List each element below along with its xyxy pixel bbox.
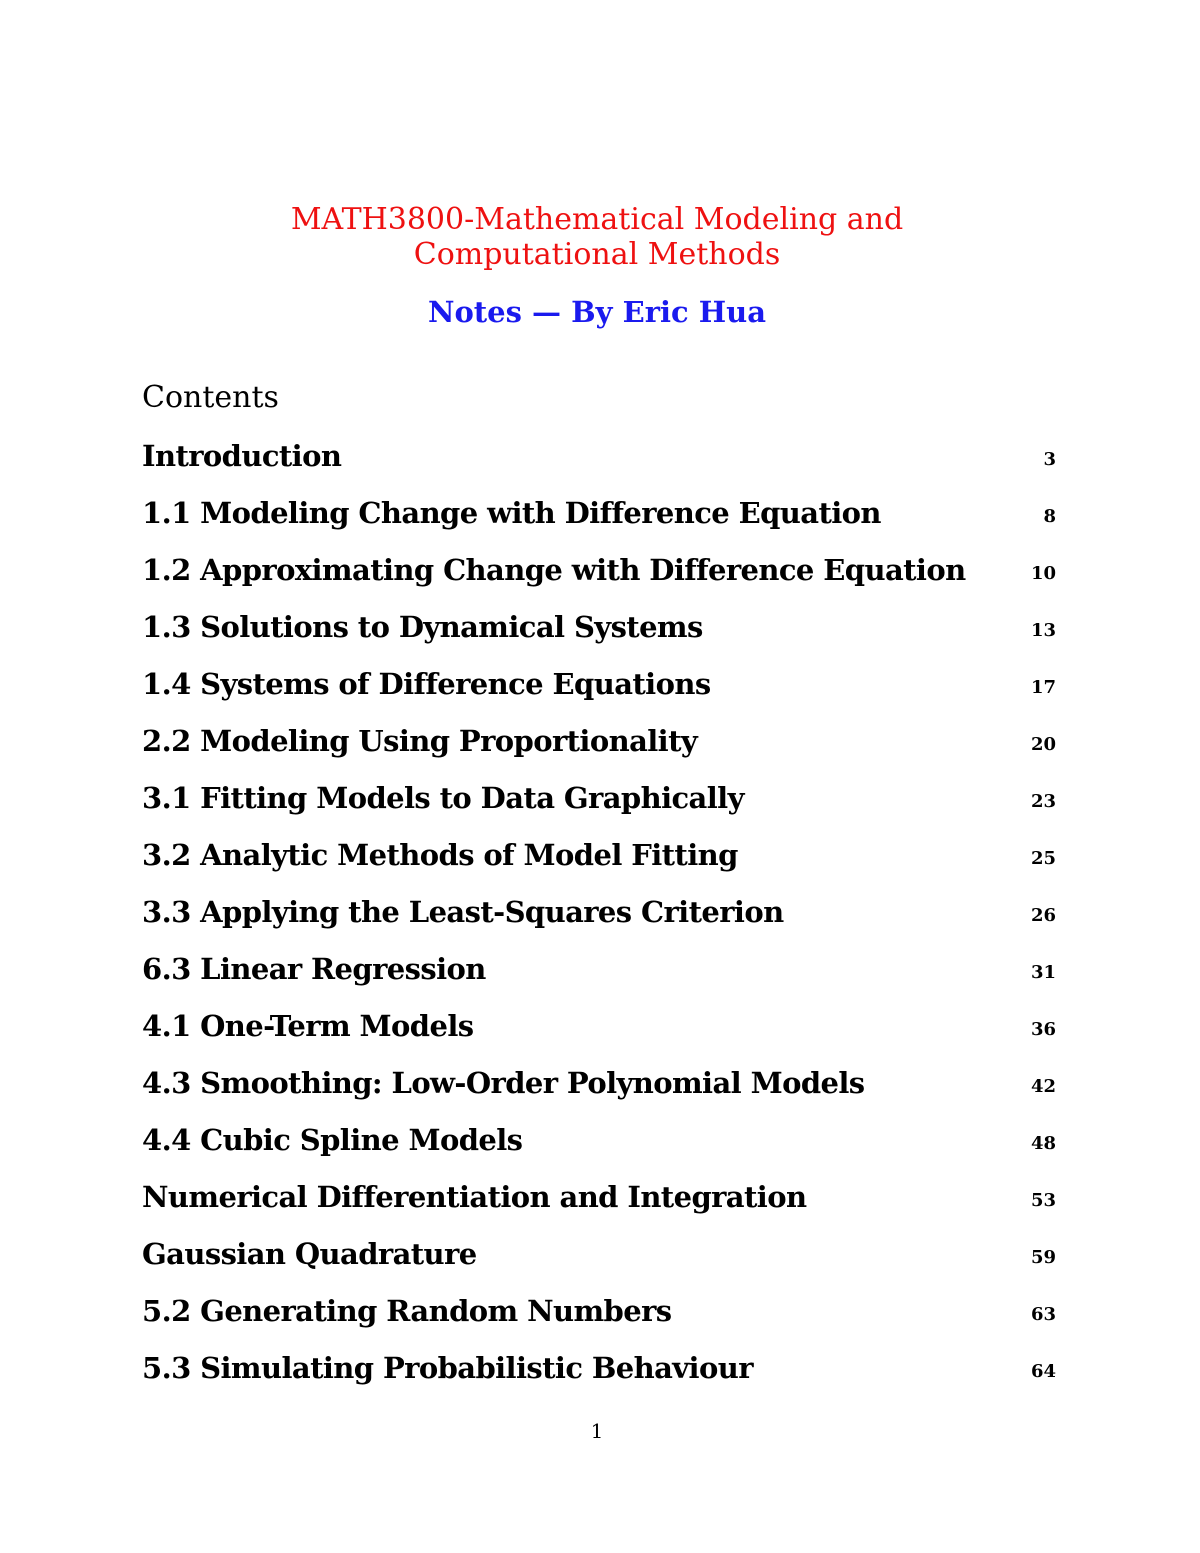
toc-entry[interactable] [142,1063,1056,1120]
toc-entry-page: 59 [1030,1247,1056,1268]
toc-entry-title: 5.2 Generating Random Numbers [142,1294,672,1328]
toc-entry-title: 3.1 Fitting Models to Data Graphically [142,781,744,815]
toc-entry[interactable] [142,436,1056,493]
toc-entry-title: 4.4 Cubic Spline Models [142,1123,523,1157]
toc-entry-page: 64 [1030,1361,1056,1382]
toc-entry-page: 10 [1030,563,1056,584]
toc-entry[interactable] [142,1234,1056,1291]
toc-entry[interactable] [142,1348,1056,1405]
toc-entry-title: 2.2 Modeling Using Proportionality [142,724,698,758]
toc-entry-page: 42 [1030,1076,1056,1097]
toc-entry-title: 1.3 Solutions to Dynamical Systems [142,610,703,644]
document-subtitle: Notes — By Eric Hua [427,295,767,329]
toc-entry[interactable] [142,892,1056,949]
contents-heading: Contents [142,380,279,415]
document-title [0,202,1194,272]
toc-entry-title: 3.2 Analytic Methods of Model Fitting [142,838,738,872]
toc-entry[interactable] [142,1177,1056,1234]
toc-entry-page: 63 [1030,1304,1056,1325]
toc-entry[interactable] [142,550,1056,607]
toc-entry-page: 53 [1030,1190,1056,1211]
toc-entry-title: 4.3 Smoothing: Low-Order Polynomial Models [142,1066,865,1100]
toc-entry-page: 25 [1030,848,1056,869]
page-number: 1 [590,1419,604,1443]
toc-entry-title: Numerical Differentiation and Integration [142,1180,807,1214]
toc-entry-page: 36 [1030,1019,1056,1040]
toc-entry-title: 5.3 Simulating Probabilistic Behaviour [142,1351,753,1385]
table-of-contents [142,436,1056,1405]
toc-entry-page: 20 [1030,734,1056,755]
toc-entry-page: 13 [1030,620,1056,641]
toc-entry[interactable] [142,1006,1056,1063]
toc-entry[interactable] [142,949,1056,1006]
toc-entry-title: 1.4 Systems of Difference Equations [142,667,711,701]
toc-entry-title: 4.1 One-Term Models [142,1009,474,1043]
toc-entry-page: 26 [1030,905,1056,926]
title-line-2: Computational Methods [413,237,781,272]
toc-entry-page: 23 [1030,791,1056,812]
toc-entry-title: 3.3 Applying the Least-Squares Criterion [142,895,784,929]
toc-entry-title: 1.1 Modeling Change with Difference Equation [142,496,881,530]
toc-entry-title: Gaussian Quadrature [142,1237,477,1271]
toc-entry-page: 8 [1043,506,1056,527]
toc-entry[interactable] [142,607,1056,664]
toc-entry[interactable] [142,493,1056,550]
title-line-1: MATH3800-Mathematical Modeling and [290,202,904,237]
toc-entry[interactable] [142,1120,1056,1177]
toc-entry-page: 3 [1043,449,1056,470]
toc-entry-page: 17 [1030,677,1056,698]
toc-entry-title: 1.2 Approximating Change with Difference Equation [142,553,966,587]
toc-entry[interactable] [142,778,1056,835]
toc-entry[interactable] [142,835,1056,892]
toc-entry-page: 48 [1030,1133,1056,1154]
toc-entry[interactable] [142,1291,1056,1348]
toc-entry-title: 6.3 Linear Regression [142,952,486,986]
toc-entry-title: Introduction [142,439,342,473]
toc-entry[interactable] [142,721,1056,778]
toc-entry[interactable] [142,664,1056,721]
toc-entry-page: 31 [1030,962,1056,983]
